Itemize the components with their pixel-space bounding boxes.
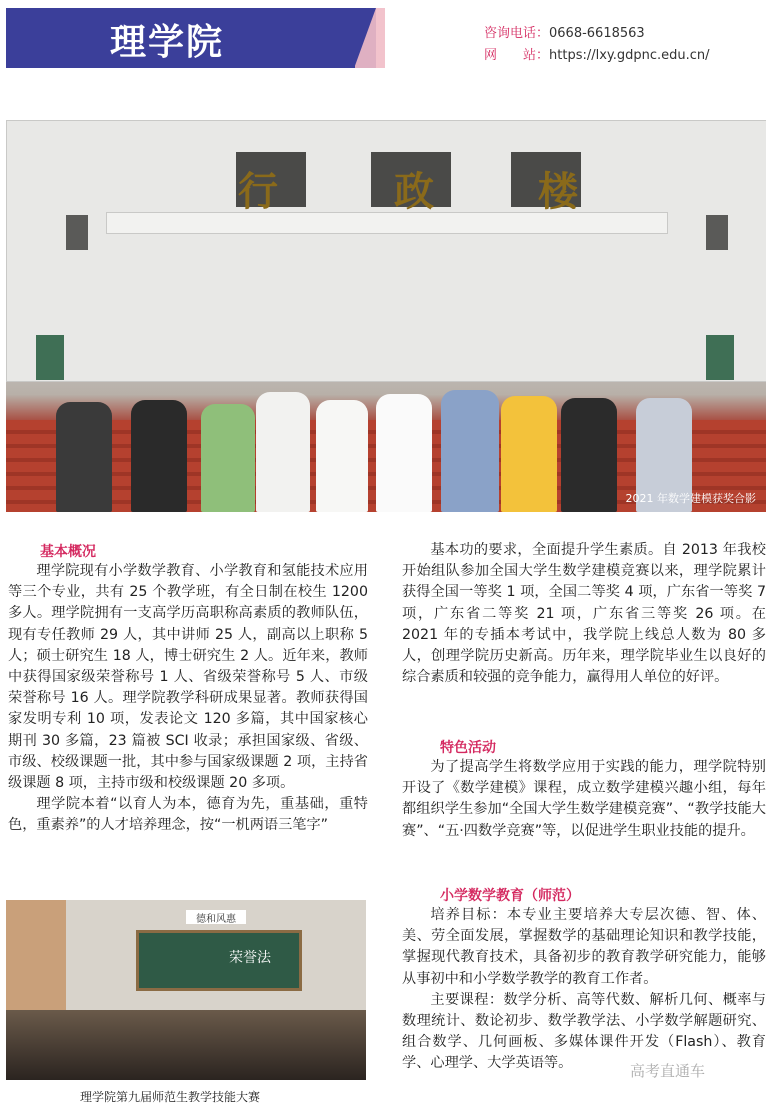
overview-paragraph-1: 理学院现有小学数学教育、小学教育和氢能技术应用等三个专业，共有 25 个教学班，有全日制在校生 1200 多人。理学院拥有一支高学历高职称高素质的教师队伍，现有专任教师 29 人，其中讲师 25 人，副高以上职称 5 人；硕士研究生 18 人，博士研究生 2 人。近年来，教师中获得国家级荣誉称号 1 人、省级荣誉称号 5 人、市级荣誉称号 16 人。理学院教学科研成果显著。教师获得国家发明专利 10 项，发表论文 120 多篇，其中国家核心期刊 30 多篇，23 篇被 SCI 收录；承担国家级、省级、市级、校级课题一批，其中参与国家级课题 2 项，主持省级课题 8 项，主持市级和校级课题 20 多项。 — [8, 563, 368, 792]
group-of-students — [46, 400, 726, 512]
sign-char-1: 行 — [238, 168, 278, 215]
site-label: 网 站： — [484, 48, 550, 63]
activity-heading: 特色活动 — [440, 740, 496, 756]
activity-paragraph: 为了提高学生将数学应用于实践的能力，理学院特别开设了《数学建模》课程，成立数学建模兴趣小组，每年都组织学生参加“全国大学生数学建模竞赛”、“教学技能大赛”、“五·四数学竞赛”等，以促进学生职业技能的提升。 — [402, 759, 766, 839]
major-text — [402, 905, 766, 1075]
overview-paragraph-3: 基本功的要求，全面提升学生素质。自 2013 年我校开始组队参加全国大学生数学建模竞赛以来，理学院累计获得全国一等奖 1 项，全国二等奖 4 项，广东省一等奖 7 项，广东省二等奖 21 项，广东省三等奖 26 项。在 2021 年的专插本考试中，我学院上线总人数为 80 多人，创理学院历史新高。历年来，理学院毕业生以良好的综合素质和较强的竞争能力，赢得用人单位的好评。 — [402, 542, 766, 686]
hero-photo — [6, 120, 766, 512]
contact-site — [484, 44, 710, 63]
major-paragraph-2: 主要课程：数学分析、高等代数、解析几何、概率与数理统计、数论初步、数学教学法、小学数学解题研究、组合数学、几何画板、多媒体课件开发（Flash）、教育学、心理学、大学英语等。 — [402, 991, 766, 1072]
blackboard — [136, 930, 302, 991]
contact-phone — [484, 22, 645, 41]
sign-char-3: 楼 — [538, 168, 578, 215]
watermark: 高考直通车 — [630, 1062, 706, 1080]
phone-label: 咨询电话： — [484, 26, 550, 41]
phone-value: 0668-6618563 — [549, 26, 645, 41]
page-title: 理学院 — [110, 22, 225, 63]
board-text: 荣誉法 — [229, 950, 271, 966]
sign-char-2: 政 — [394, 168, 434, 215]
overview-paragraph-2: 理学院本着“以育人为本，德育为先，重基础，重特色，重素养”的人才培养理念，按“一机两语三笔字” — [8, 796, 368, 834]
classroom-plaque: 德和风惠 — [186, 910, 246, 924]
site-link[interactable]: https://lxy.gdpnc.edu.cn/ — [549, 48, 710, 63]
classroom-caption: 理学院第九届师范生教学技能大赛 — [80, 1090, 261, 1104]
banner-accent — [355, 8, 385, 68]
overview-heading: 基本概况 — [40, 544, 96, 560]
activity-text — [402, 757, 766, 842]
major-paragraph-1: 培养目标：本专业主要培养大专层次德、智、体、美、劳全面发展，掌握数学的基础理论知识和教学技能，掌握现代教育技术，具备初步的教育教学研究能力，能够从事初中和小学数学教学的教育工作者。 — [402, 907, 766, 987]
classroom-photo — [6, 900, 366, 1080]
overview-continued — [402, 540, 766, 688]
major-heading: 小学数学教育（师范） — [440, 888, 580, 904]
overview-text — [8, 561, 368, 837]
hero-caption: 2021 年数学建模获奖合影 — [625, 492, 756, 505]
